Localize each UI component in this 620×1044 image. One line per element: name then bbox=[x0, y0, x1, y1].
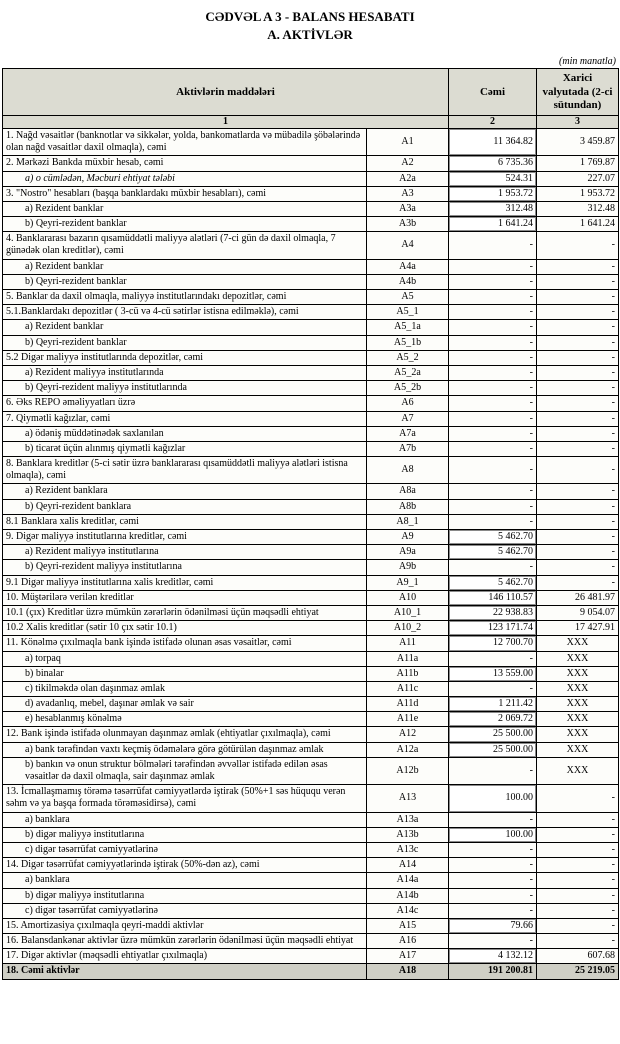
row-code: A13c bbox=[367, 842, 449, 857]
row-label: a) Rezident banklara bbox=[3, 484, 367, 499]
row-label: a) Rezident banklar bbox=[3, 201, 367, 216]
row-foreign-currency-value: 3 459.87 bbox=[537, 128, 619, 155]
table-row bbox=[3, 457, 619, 484]
row-foreign-currency-value: XXX bbox=[537, 666, 619, 681]
table-row bbox=[3, 636, 619, 651]
table-row bbox=[3, 842, 619, 857]
row-foreign-currency-value: 227.07 bbox=[537, 171, 619, 186]
row-total-value: 5 462.70 bbox=[449, 575, 537, 590]
row-foreign-currency-value: - bbox=[537, 858, 619, 873]
table-row bbox=[3, 290, 619, 305]
table-row bbox=[3, 365, 619, 380]
row-label: 10.2 Xalis kreditlər (sətir 10 çıx sətir 10.1) bbox=[3, 621, 367, 636]
table-row bbox=[3, 575, 619, 590]
table-row bbox=[3, 742, 619, 757]
row-foreign-currency-value: XXX bbox=[537, 697, 619, 712]
row-total-value: - bbox=[449, 858, 537, 873]
row-label: a) Rezident banklar bbox=[3, 320, 367, 335]
row-code: A11a bbox=[367, 651, 449, 666]
row-label: 3. "Nostro" hesabları (başqa banklardakı müxbir hesabları), cəmi bbox=[3, 186, 367, 201]
row-label: a) o cümlədən, Məcburi ehtiyat tələbi bbox=[3, 171, 367, 186]
table-row bbox=[3, 484, 619, 499]
row-label: 9.1 Digər maliyyə institutlarına xalis kreditlər, cəmi bbox=[3, 575, 367, 590]
row-foreign-currency-value: - bbox=[537, 484, 619, 499]
row-foreign-currency-value: 1 641.24 bbox=[537, 217, 619, 232]
row-total-value: - bbox=[449, 560, 537, 575]
row-foreign-currency-value: - bbox=[537, 426, 619, 441]
row-code: A5_1a bbox=[367, 320, 449, 335]
row-label: 2. Mərkəzi Bankda müxbir hesab, cəmi bbox=[3, 156, 367, 171]
row-foreign-currency-value: - bbox=[537, 411, 619, 426]
row-label: a) Rezident banklar bbox=[3, 259, 367, 274]
table-row bbox=[3, 827, 619, 842]
row-label: 8.1 Banklara xalis kreditlər, cəmi bbox=[3, 514, 367, 529]
row-total-value: 191 200.81 bbox=[449, 964, 537, 979]
row-total-value: - bbox=[449, 842, 537, 857]
row-code: A8_1 bbox=[367, 514, 449, 529]
row-total-value: - bbox=[449, 651, 537, 666]
row-code: A5_2 bbox=[367, 350, 449, 365]
row-total-value: 100.00 bbox=[449, 785, 537, 812]
table-row bbox=[3, 651, 619, 666]
row-code: A3 bbox=[367, 186, 449, 201]
row-label: a) Rezident maliyyə institutlarına bbox=[3, 545, 367, 560]
table-row bbox=[3, 396, 619, 411]
row-total-value: 12 700.70 bbox=[449, 636, 537, 651]
row-foreign-currency-value: - bbox=[537, 827, 619, 842]
row-code: A9 bbox=[367, 530, 449, 545]
row-total-value: 2 069.72 bbox=[449, 712, 537, 727]
table-row bbox=[3, 621, 619, 636]
row-code: A8 bbox=[367, 457, 449, 484]
table-header bbox=[3, 69, 619, 129]
row-foreign-currency-value: - bbox=[537, 365, 619, 380]
row-total-value: 4 132.12 bbox=[449, 949, 537, 964]
row-code: A5 bbox=[367, 290, 449, 305]
row-code: A12a bbox=[367, 742, 449, 757]
row-total-value: - bbox=[449, 812, 537, 827]
row-code: A2 bbox=[367, 156, 449, 171]
row-code: A16 bbox=[367, 934, 449, 949]
row-code: A14a bbox=[367, 873, 449, 888]
row-label: b) Qeyri-rezident maliyyə institutlarında bbox=[3, 381, 367, 396]
row-total-value: - bbox=[449, 903, 537, 918]
table-row bbox=[3, 305, 619, 320]
row-label: b) binalar bbox=[3, 666, 367, 681]
row-total-value: - bbox=[449, 484, 537, 499]
table-row bbox=[3, 156, 619, 171]
row-total-value: - bbox=[449, 441, 537, 456]
row-label: 10.1 (çıx) Kreditlər üzrə mümkün zərərlərin ödənilməsi üçün məqsədli ehtiyat bbox=[3, 605, 367, 620]
row-label: a) torpaq bbox=[3, 651, 367, 666]
row-code: A9b bbox=[367, 560, 449, 575]
row-foreign-currency-value: XXX bbox=[537, 727, 619, 742]
row-total-value: 1 953.72 bbox=[449, 186, 537, 201]
row-code: A13a bbox=[367, 812, 449, 827]
row-label: c) digər təsərrüfat cəmiyyətlərinə bbox=[3, 903, 367, 918]
row-foreign-currency-value: XXX bbox=[537, 757, 619, 784]
table-row bbox=[3, 949, 619, 964]
table-row bbox=[3, 712, 619, 727]
table-row bbox=[3, 274, 619, 289]
row-foreign-currency-value: 1 953.72 bbox=[537, 186, 619, 201]
row-code: A14b bbox=[367, 888, 449, 903]
row-code: A9_1 bbox=[367, 575, 449, 590]
row-label: a) bank tərəfindən vaxtı keçmiş ödəmələrə görə götürülən daşınmaz əmlak bbox=[3, 742, 367, 757]
row-code: A7b bbox=[367, 441, 449, 456]
row-code: A6 bbox=[367, 396, 449, 411]
row-label: 5.2 Digər maliyyə institutlarında depozitlər, cəmi bbox=[3, 350, 367, 365]
row-code: A7a bbox=[367, 426, 449, 441]
table-row bbox=[3, 232, 619, 259]
row-foreign-currency-value: 312.48 bbox=[537, 201, 619, 216]
table-row bbox=[3, 530, 619, 545]
row-total-value: 13 559.00 bbox=[449, 666, 537, 681]
row-total-value: - bbox=[449, 335, 537, 350]
row-total-value: 11 364.82 bbox=[449, 128, 537, 155]
row-foreign-currency-value: - bbox=[537, 934, 619, 949]
row-label: 10. Müştərilərə verilən kreditlər bbox=[3, 590, 367, 605]
table-row bbox=[3, 873, 619, 888]
table-row bbox=[3, 903, 619, 918]
row-code: A7 bbox=[367, 411, 449, 426]
row-label: 6. Əks REPO əməliyyatları üzrə bbox=[3, 396, 367, 411]
row-total-value: - bbox=[449, 411, 537, 426]
unit-note: (min manatla) bbox=[559, 56, 616, 68]
row-label: 7. Qiymətli kağızlar, cəmi bbox=[3, 411, 367, 426]
row-label: b) Qeyri-rezident banklara bbox=[3, 499, 367, 514]
row-code: A11e bbox=[367, 712, 449, 727]
row-foreign-currency-value: - bbox=[537, 785, 619, 812]
col-number-3: 3 bbox=[537, 115, 619, 128]
row-total-value: 22 938.83 bbox=[449, 605, 537, 620]
table-row bbox=[3, 259, 619, 274]
row-code: A12 bbox=[367, 727, 449, 742]
table-row bbox=[3, 605, 619, 620]
table-row bbox=[3, 335, 619, 350]
row-label: e) hesablanmış könəlmə bbox=[3, 712, 367, 727]
row-label: c) tikilməkdə olan daşınmaz əmlak bbox=[3, 681, 367, 696]
row-total-value: - bbox=[449, 757, 537, 784]
table-row bbox=[3, 441, 619, 456]
row-total-value: - bbox=[449, 888, 537, 903]
row-code: A3a bbox=[367, 201, 449, 216]
table-row bbox=[3, 381, 619, 396]
row-total-value: 25 500.00 bbox=[449, 742, 537, 757]
row-code: A10_2 bbox=[367, 621, 449, 636]
row-code: A4b bbox=[367, 274, 449, 289]
row-total-value: - bbox=[449, 499, 537, 514]
row-label: a) Rezident maliyyə institutlarında bbox=[3, 365, 367, 380]
row-total-value: - bbox=[449, 426, 537, 441]
row-label: b) ticarət üçün alınmış qiymətli kağızlar bbox=[3, 441, 367, 456]
row-label: c) digər təsərrüfat cəmiyyətlərinə bbox=[3, 842, 367, 857]
row-label: a) banklara bbox=[3, 812, 367, 827]
table-row bbox=[3, 666, 619, 681]
title-block bbox=[2, 8, 618, 44]
row-total-value: - bbox=[449, 320, 537, 335]
row-total-value: 5 462.70 bbox=[449, 545, 537, 560]
row-code: A4 bbox=[367, 232, 449, 259]
row-label: b) digər maliyyə institutlarına bbox=[3, 827, 367, 842]
row-total-value: 1 641.24 bbox=[449, 217, 537, 232]
row-foreign-currency-value: XXX bbox=[537, 742, 619, 757]
row-foreign-currency-value: - bbox=[537, 457, 619, 484]
row-label: 9. Digər maliyyə institutlarına kreditlər, cəmi bbox=[3, 530, 367, 545]
table-row bbox=[3, 888, 619, 903]
row-total-value: - bbox=[449, 514, 537, 529]
row-label: 12. Bank işində istifadə olunmayan daşınmaz əmlak (ehtiyatlar çıxılmaqla), cəmi bbox=[3, 727, 367, 742]
table-row bbox=[3, 514, 619, 529]
table-row bbox=[3, 812, 619, 827]
row-label: a) banklara bbox=[3, 873, 367, 888]
row-code: A11c bbox=[367, 681, 449, 696]
table-row bbox=[3, 171, 619, 186]
table-row bbox=[3, 350, 619, 365]
row-foreign-currency-value: - bbox=[537, 396, 619, 411]
row-code: A3b bbox=[367, 217, 449, 232]
row-total-value: - bbox=[449, 305, 537, 320]
row-foreign-currency-value: - bbox=[537, 903, 619, 918]
row-foreign-currency-value: 607.68 bbox=[537, 949, 619, 964]
row-label: 11. Könəlmə çıxılmaqla bank işində istifadə olunan əsas vəsaitlər, cəmi bbox=[3, 636, 367, 651]
row-code: A9a bbox=[367, 545, 449, 560]
row-label: 15. Amortizasiya çıxılmaqla qeyri-maddi aktivlər bbox=[3, 918, 367, 933]
table-row bbox=[3, 681, 619, 696]
row-foreign-currency-value: - bbox=[537, 305, 619, 320]
row-label: d) avadanlıq, mebel, daşınar əmlak və sair bbox=[3, 697, 367, 712]
row-foreign-currency-value: - bbox=[537, 381, 619, 396]
row-foreign-currency-value: 26 481.97 bbox=[537, 590, 619, 605]
table-row bbox=[3, 757, 619, 784]
row-code: A17 bbox=[367, 949, 449, 964]
row-code: A8a bbox=[367, 484, 449, 499]
table-row bbox=[3, 785, 619, 812]
row-code: A5_2a bbox=[367, 365, 449, 380]
row-label: b) Qeyri-rezident banklar bbox=[3, 274, 367, 289]
row-foreign-currency-value: - bbox=[537, 888, 619, 903]
row-code: A4a bbox=[367, 259, 449, 274]
row-label: b) Qeyri-rezident maliyyə institutlarına bbox=[3, 560, 367, 575]
row-total-value: 79.66 bbox=[449, 918, 537, 933]
header-row bbox=[3, 69, 619, 116]
row-code: A5_1 bbox=[367, 305, 449, 320]
table-row bbox=[3, 320, 619, 335]
row-foreign-currency-value: 25 219.05 bbox=[537, 964, 619, 979]
row-total-value: - bbox=[449, 396, 537, 411]
row-foreign-currency-value: 17 427.91 bbox=[537, 621, 619, 636]
row-foreign-currency-value: XXX bbox=[537, 712, 619, 727]
row-label: 8. Banklara kreditlər (5-ci sətir üzrə banklararası qısamüddətli maliyyə alətləri istisna olmaqla), cəmi bbox=[3, 457, 367, 484]
table-row bbox=[3, 858, 619, 873]
table-row bbox=[3, 964, 619, 979]
table-row bbox=[3, 727, 619, 742]
row-total-value: - bbox=[449, 350, 537, 365]
row-label: b) digər maliyyə institutlarına bbox=[3, 888, 367, 903]
row-code: A14 bbox=[367, 858, 449, 873]
row-total-value: - bbox=[449, 290, 537, 305]
row-total-value: 25 500.00 bbox=[449, 727, 537, 742]
row-code: A11d bbox=[367, 697, 449, 712]
table-row bbox=[3, 201, 619, 216]
col-header-foreign-currency: Xarici valyutada (2-ci sütundan) bbox=[537, 69, 619, 116]
row-foreign-currency-value: - bbox=[537, 575, 619, 590]
row-label: 5. Banklar da daxil olmaqla, maliyyə institutlarındakı depozitlər, cəmi bbox=[3, 290, 367, 305]
row-total-value: 146 110.57 bbox=[449, 590, 537, 605]
col-number-2: 2 bbox=[449, 115, 537, 128]
row-foreign-currency-value: - bbox=[537, 274, 619, 289]
row-label: 18. Cəmi aktivlər bbox=[3, 964, 367, 979]
table-row bbox=[3, 499, 619, 514]
table-row bbox=[3, 426, 619, 441]
row-total-value: - bbox=[449, 274, 537, 289]
row-foreign-currency-value: - bbox=[537, 350, 619, 365]
row-foreign-currency-value: - bbox=[537, 290, 619, 305]
row-code: A11b bbox=[367, 666, 449, 681]
row-code: A18 bbox=[367, 964, 449, 979]
row-foreign-currency-value: - bbox=[537, 232, 619, 259]
col-header-items: Aktivlərin maddələri bbox=[3, 69, 449, 116]
row-total-value: 123 171.74 bbox=[449, 621, 537, 636]
row-foreign-currency-value: - bbox=[537, 441, 619, 456]
row-total-value: - bbox=[449, 232, 537, 259]
table-row bbox=[3, 590, 619, 605]
row-code: A8b bbox=[367, 499, 449, 514]
row-foreign-currency-value: - bbox=[537, 499, 619, 514]
row-code: A10_1 bbox=[367, 605, 449, 620]
table-row bbox=[3, 186, 619, 201]
row-foreign-currency-value: 9 054.07 bbox=[537, 605, 619, 620]
balance-sheet-table bbox=[2, 68, 619, 979]
row-foreign-currency-value: - bbox=[537, 545, 619, 560]
row-label: b) Qeyri-rezident banklar bbox=[3, 217, 367, 232]
row-total-value: - bbox=[449, 934, 537, 949]
row-foreign-currency-value: - bbox=[537, 514, 619, 529]
table-body bbox=[3, 128, 619, 979]
row-label: 16. Balansdankənar aktivlər üzrə mümkün zərərlərin ödənilməsi üçün məqsədli ehtiyat bbox=[3, 934, 367, 949]
row-total-value: - bbox=[449, 457, 537, 484]
row-foreign-currency-value: XXX bbox=[537, 636, 619, 651]
row-label: 13. İcmallaşmamış törəmə təsərrüfat cəmiyyətlərdə iştirak (50%+1 səs hüququ verən səhm və ya başqa formada törəməsidirsə), cəmi bbox=[3, 785, 367, 812]
row-code: A10 bbox=[367, 590, 449, 605]
row-total-value: - bbox=[449, 873, 537, 888]
row-code: A2a bbox=[367, 171, 449, 186]
row-foreign-currency-value: - bbox=[537, 873, 619, 888]
row-total-value: 524.31 bbox=[449, 171, 537, 186]
row-label: 4. Banklararası bazarın qısamüddətli maliyyə alətləri (7-ci gün də daxil olmaqla, 7 günədək olan kreditlər), cəmi bbox=[3, 232, 367, 259]
row-total-value: 312.48 bbox=[449, 201, 537, 216]
table-row bbox=[3, 560, 619, 575]
page-title: CƏDVƏL A 3 - BALANS HESABATI bbox=[205, 9, 415, 24]
row-code: A13b bbox=[367, 827, 449, 842]
row-total-value: 100.00 bbox=[449, 827, 537, 842]
row-code: A14c bbox=[367, 903, 449, 918]
row-label: a) ödəniş müddətinədək saxlanılan bbox=[3, 426, 367, 441]
row-label: 1. Nağd vəsaitlər (banknotlar və sikkələr, yolda, bankomatlarda və mübadilə şöbələrində olan nağd vəsaitlər daxil olmaqla), cəmi bbox=[3, 128, 367, 155]
row-foreign-currency-value: - bbox=[537, 335, 619, 350]
row-code: A15 bbox=[367, 918, 449, 933]
row-label: 5.1.Banklardakı depozitlər ( 3-cü və 4-cü sətirlər istisna edilməklə), cəmi bbox=[3, 305, 367, 320]
row-label: b) Qeyri-rezident banklar bbox=[3, 335, 367, 350]
row-foreign-currency-value: XXX bbox=[537, 681, 619, 696]
table-row bbox=[3, 918, 619, 933]
row-code: A5_1b bbox=[367, 335, 449, 350]
col-number-1: 1 bbox=[3, 115, 449, 128]
row-foreign-currency-value: - bbox=[537, 812, 619, 827]
column-number-row bbox=[3, 115, 619, 128]
row-total-value: - bbox=[449, 259, 537, 274]
row-total-value: 6 735.36 bbox=[449, 156, 537, 171]
page-subtitle: A. AKTİVLƏR bbox=[267, 27, 353, 43]
row-label: b) bankın və onun struktur bölmələri tərəfindən əvvəllər istifadə edilən əsas vəsaitlər də daxil olmaqla, sair daşınmaz əmlak bbox=[3, 757, 367, 784]
table-row bbox=[3, 934, 619, 949]
table-row bbox=[3, 128, 619, 155]
row-label: 17. Digər aktivlər (məqsədli ehtiyatlar çıxılmaqla) bbox=[3, 949, 367, 964]
row-foreign-currency-value: - bbox=[537, 259, 619, 274]
row-code: A1 bbox=[367, 128, 449, 155]
table-row bbox=[3, 217, 619, 232]
row-total-value: - bbox=[449, 365, 537, 380]
row-total-value: - bbox=[449, 381, 537, 396]
row-total-value: - bbox=[449, 681, 537, 696]
row-foreign-currency-value: - bbox=[537, 530, 619, 545]
row-foreign-currency-value: - bbox=[537, 560, 619, 575]
table-row bbox=[3, 411, 619, 426]
row-code: A11 bbox=[367, 636, 449, 651]
row-total-value: 1 211.42 bbox=[449, 697, 537, 712]
row-foreign-currency-value: - bbox=[537, 320, 619, 335]
row-foreign-currency-value: XXX bbox=[537, 651, 619, 666]
col-header-total: Cəmi bbox=[449, 69, 537, 116]
row-foreign-currency-value: 1 769.87 bbox=[537, 156, 619, 171]
row-total-value: 5 462.70 bbox=[449, 530, 537, 545]
row-label: 14. Digər təsərrüfat cəmiyyətlərində iştirak (50%-dən az), cəmi bbox=[3, 858, 367, 873]
row-code: A13 bbox=[367, 785, 449, 812]
row-code: A5_2b bbox=[367, 381, 449, 396]
table-row bbox=[3, 697, 619, 712]
row-foreign-currency-value: - bbox=[537, 842, 619, 857]
table-row bbox=[3, 545, 619, 560]
row-foreign-currency-value: - bbox=[537, 918, 619, 933]
row-code: A12b bbox=[367, 757, 449, 784]
